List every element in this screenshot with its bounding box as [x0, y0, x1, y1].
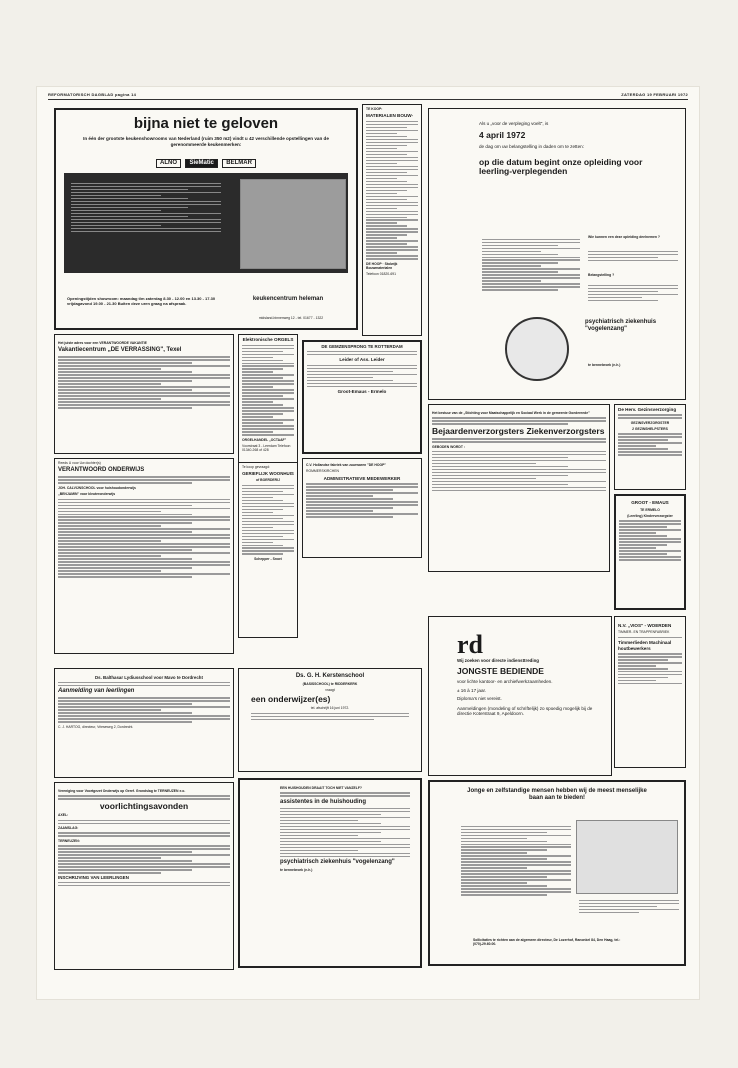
ad-assistentes-body: [280, 808, 410, 857]
ad-jonge-footer: Sollicitaties te richten aan de algemeen directeur, De Lozerhof, Ranonkel 84, Den Haag, tel.: (070)-29.60.00.: [473, 938, 621, 947]
ad-woonhuis: [238, 462, 298, 638]
brand-row: [56, 151, 356, 169]
ad-materialen-company: DE HOOP · Stolwijk Bouwmaterialen: [366, 261, 398, 271]
ad-bejaarden-kicker: Het bestuur van de „Stichting voor Maatschappelijk en Sociaal Werk in de gemeente Goedereede": [432, 411, 590, 415]
ad-keuken-hours: Openingstijden showroom: maandag t/m zaterdag 8.30 - 12.00 en 13.30 - 17.30 vrijdagavond 19.00 - 21.30 Buiten deze uren graag na afspraak.: [67, 296, 216, 306]
ad-gemzensprong-lead: [307, 351, 417, 355]
ad-verpleging-quote: Als u „voor de verpleging voelt", is: [479, 121, 549, 126]
ad-assistentes-org: psychiatrisch ziekenhuis "vogelenzang": [280, 858, 395, 865]
ad-mavo-lead: [58, 682, 230, 686]
ad-verpleging-body: [482, 237, 580, 292]
ad-voorlichting-kicker: Vereniging voor Voortgezet Onderwijs op Geref. Grondslag te TERNEUZEN e.o.: [58, 789, 186, 793]
ad-groot-emaus: [614, 494, 686, 610]
ad-voorlichtingsavonden: [54, 782, 234, 970]
ad-vios-title: N.V. „VIOS" - WOERDEN: [618, 623, 672, 628]
ad-materialen-kicker: TE KOOP:: [366, 107, 383, 111]
ad-verpleging-sub: te bennebroek (n.h.): [588, 363, 621, 367]
ad-onderwijs-kicker: Reeds U voor Uw dochter(s): [58, 461, 101, 465]
ad-vios: [614, 616, 686, 768]
ad-assistentes-kicker: EEN HUISHOUDEN DRAAIT TOCH NIET VANZELF?: [280, 786, 363, 790]
ad-jonge-mensen: [428, 780, 686, 966]
ad-verpleging-intro: de dag om uw belangstelling in daden om te zetten:: [479, 144, 584, 150]
ad-keuken-dark-panel: [64, 173, 348, 273]
ad-de-hoop-title: C.V. Hollandse fabriek van zuurwaren "DE HOOP": [306, 463, 386, 467]
masthead-date: ZATERDAG 19 FEBRUARI 1972: [621, 92, 688, 97]
ad-verpleging-headline: op die datum begint onze opleiding voor leerling-verplegenden: [479, 156, 643, 177]
ad-kersten-body: [251, 713, 409, 720]
ad-jongste-bediende: [428, 616, 612, 776]
ad-groot-emaus-place: TE ERMELO: [640, 507, 660, 512]
ad-bejaarden-title: Bejaardenverzorgsters Ziekenverzorgsters: [432, 425, 605, 436]
masthead-left: REFORMATORISCH DAGBLAD pagina 14: [48, 92, 137, 97]
ad-materialen: [362, 104, 422, 336]
ad-keuken-address: midsland-binnenweg 12 - tel. 01677 - 1322: [258, 316, 324, 320]
ad-assistentes-sub: te bennebroek (n.h.): [280, 867, 313, 872]
ad-gemzensprong-org: Groot-Emaus - Ermelo: [337, 389, 387, 395]
brand-siematic: SieMatic: [185, 159, 217, 168]
ad-verpleging-org: psychiatrisch ziekenhuis "vogelenzang": [585, 319, 657, 332]
ad-onderwijs-body: [58, 499, 230, 578]
ad-groot-emaus-job: (Leerling) Kinderverzorgster: [627, 514, 673, 518]
ad-vios-jobs: Timmerlieden Machinaal houtbewerkers: [618, 640, 672, 651]
ad-keukencentrum: [54, 108, 358, 330]
ad-vakantie: [54, 334, 234, 454]
ad-verpleging-date: 4 april 1972: [479, 129, 526, 140]
ad-mavo-body: [58, 697, 230, 722]
ad-materialen-title: MATERIALEN BOUW-: [366, 113, 414, 119]
ad-jonge-body: [461, 824, 571, 897]
ad-kersten-date: tel. afschrijft 16 juni 1972.: [310, 706, 350, 711]
ad-de-hoop-job: ADMINISTRATIEVE MEDEWERKER: [323, 475, 401, 481]
ad-gezins-job2: 2 GEZINSHELPSTERS: [632, 426, 668, 431]
ad-assistentes-lead: [280, 792, 410, 796]
ad-bejaarden-body1: [432, 438, 606, 442]
ad-voorlichting-zaamslag: ZAAMSLAG:: [58, 826, 79, 831]
ad-orgels-address: Voorstraat 3 - Leerdam Telefoon 01340-268 of 428: [242, 443, 291, 453]
ad-voorlichting-footer-body: [58, 882, 230, 886]
ad-voorlichting-axel-body: [58, 820, 230, 824]
ad-woonhuis-sub: of BOERDERIJ: [256, 478, 280, 483]
rd-logo: rd: [457, 630, 483, 659]
ad-de-hoop: [302, 458, 422, 558]
ad-voorlichting-zaamslag-body: [58, 832, 230, 836]
ad-vios-body: [618, 653, 682, 684]
ad-onderwijs-lead: [58, 476, 230, 483]
ad-voorlichting-axel: AXEL:: [58, 813, 69, 818]
ad-vakantie-kicker: Het juiste adres voor een VERANTWOORDE VAKANTIE: [58, 341, 147, 345]
ad-de-hoop-place: ROMMERSKIRCHEN: [306, 469, 339, 474]
ad-gezins-job1: GEZINSVERZORGSTER: [630, 420, 670, 425]
ad-orgels-title: Elektronische ORGELS: [242, 337, 294, 342]
ad-bejaarden-body2: [432, 451, 606, 491]
ad-gemzensprong-title: DE GEMZENSPRONG TE ROTTERDAM: [321, 344, 403, 349]
ad-verpleging-q1: Wie kunnen een deze opleiding deelnemen ?: [588, 235, 660, 239]
ad-woonhuis-shop: Schepper - Snoei: [254, 556, 282, 561]
ad-onderwijs-school: JOH. CALVIJNSCHOOL voor huishoudonderwijs: [58, 485, 136, 490]
ad-gemzensprong: [302, 340, 422, 454]
ad-rd-dipl: Diploma's niet vereist.: [457, 696, 502, 702]
ad-gezins-title: De Herv. Gezinsverzorging: [618, 407, 677, 412]
ad-mavo-sign: C. J. HARTOG, directeur, Vrieseweg 2, Dordrecht.: [58, 724, 134, 729]
brand-alno: ALNO: [156, 159, 181, 168]
ad-jonge-illustration: [576, 820, 678, 894]
ad-vios-lead: [618, 637, 682, 638]
ad-assistentes: [238, 778, 422, 968]
ad-mavo-title: Ds. Balthasar Lydiusschool voor Mavo te Dordrecht: [95, 675, 203, 680]
ad-kerstenschool: [238, 668, 422, 772]
ad-keuken-headline: bijna niet te geloven: [133, 115, 279, 132]
ad-onderwijs-title: VERANTWOORD ONDERWIJS: [58, 467, 145, 474]
ad-keuken-lead: In één der grootste keukenshowrooms van Nederland (ruim 350 m2) vindt u 42 verschillende opstellingen van de gerenommeerde keukenmerken:: [83, 136, 329, 147]
ad-bejaarden-req: GEBODEN WORDT :: [432, 444, 465, 449]
ad-vios-sub: TIMMER- EN TRAPPENFABRIEK: [618, 630, 670, 635]
kitchen-photo: [240, 179, 346, 269]
ad-jonge-title: Jonge en zelfstandige mensen hebben wij de meest menselijke baan aan te bieden!: [467, 788, 647, 801]
ad-mavo: [54, 668, 234, 778]
ad-kersten-ask: vraagt: [325, 688, 335, 693]
ad-vakantie-body: [58, 356, 230, 408]
ad-voorlichting-terneuzen: TERNEUZEN:: [58, 838, 80, 843]
ad-rd-lead: Wij zoeken voor directe indiensttreding: [457, 658, 539, 663]
ad-kersten-sub: (BASISSCHOOL) te RIDDERKERK: [302, 682, 358, 686]
ad-keuken-copy: [71, 181, 221, 233]
ad-verpleging-q2: Belangstelling ?: [588, 273, 615, 277]
ad-jonge-body2: [579, 898, 679, 915]
ad-bejaarden-lead: [432, 417, 606, 424]
ad-rd-apply: Aanmeldingen (mondeling of schriftelijk) zo spoedig mogelijk bij de directie Koterstraat 9, Apeldoorn.: [457, 705, 593, 717]
ad-gemzensprong-job: Leider of Ass. Leider: [339, 357, 385, 363]
ad-bejaarden: [428, 404, 610, 572]
ad-verpleging-q2-body: [588, 283, 678, 303]
masthead: [48, 92, 688, 97]
ad-woonhuis-kicker: Te koop gevraagd:: [242, 465, 270, 469]
ad-gezinsverzorging: [614, 404, 686, 490]
ad-kersten-headline: een onderwijzer(es): [251, 693, 331, 704]
masthead-rule: [48, 99, 688, 100]
ad-materialen-list: [366, 121, 418, 260]
ad-voorlichting-lead: [58, 795, 230, 799]
ad-mavo-headline: Aanmelding van leerlingen: [58, 688, 135, 695]
ad-woonhuis-title: GERIEFLIJK WOONHUIS: [242, 471, 294, 477]
ad-voorlichting-terneuzen-body: [58, 845, 230, 873]
ad-woonhuis-body: [242, 485, 294, 555]
ad-rd-age: ± 16 à 17 jaar.: [457, 687, 487, 693]
ad-verpleging-q1-body: [588, 249, 678, 263]
ad-rd-title: JONGSTE BEDIENDE: [457, 666, 544, 677]
ad-groot-emaus-title: GROOT - EMAUS: [631, 500, 669, 505]
ad-onderwijs: [54, 458, 234, 654]
ad-gemzensprong-body: [307, 365, 417, 387]
cross-emblem: [505, 317, 569, 381]
ad-kersten-title: Ds. G. H. Kerstenschool: [295, 673, 365, 679]
ad-gezins-lead: [618, 414, 682, 418]
ad-voorlichting-footer: INSCHRIJVING VAN LEERLINGEN: [58, 874, 129, 880]
ad-onderwijs-name: „BENJAMIN" voor kleuteronderwijs: [58, 492, 116, 497]
ad-keuken-company: keukencentrum heleman: [252, 296, 324, 302]
ad-orgels-shop: ORGELHANDEL „OCTAAF": [242, 437, 287, 442]
ad-vakantie-title: Vakantiecentrum „DE VERRASSING", Texel: [58, 347, 182, 354]
ad-assistentes-title: assistentes in de huishouding: [280, 798, 367, 805]
ad-materialen-phone: Telefoon 01820-691: [366, 272, 396, 277]
ad-groot-emaus-body: [619, 520, 681, 560]
ad-de-hoop-body: [306, 483, 418, 517]
ad-rd-desc: voor lichte kantoor- en archiefwerkzaamheden.: [457, 678, 553, 684]
ad-gezins-body: [618, 433, 682, 455]
ad-orgels-body: [242, 345, 294, 436]
brand-belmar: BELMAR: [222, 159, 256, 168]
ad-verpleging: [428, 108, 686, 400]
ad-voorlichting-title: voorlichtingsavonden: [99, 800, 189, 811]
